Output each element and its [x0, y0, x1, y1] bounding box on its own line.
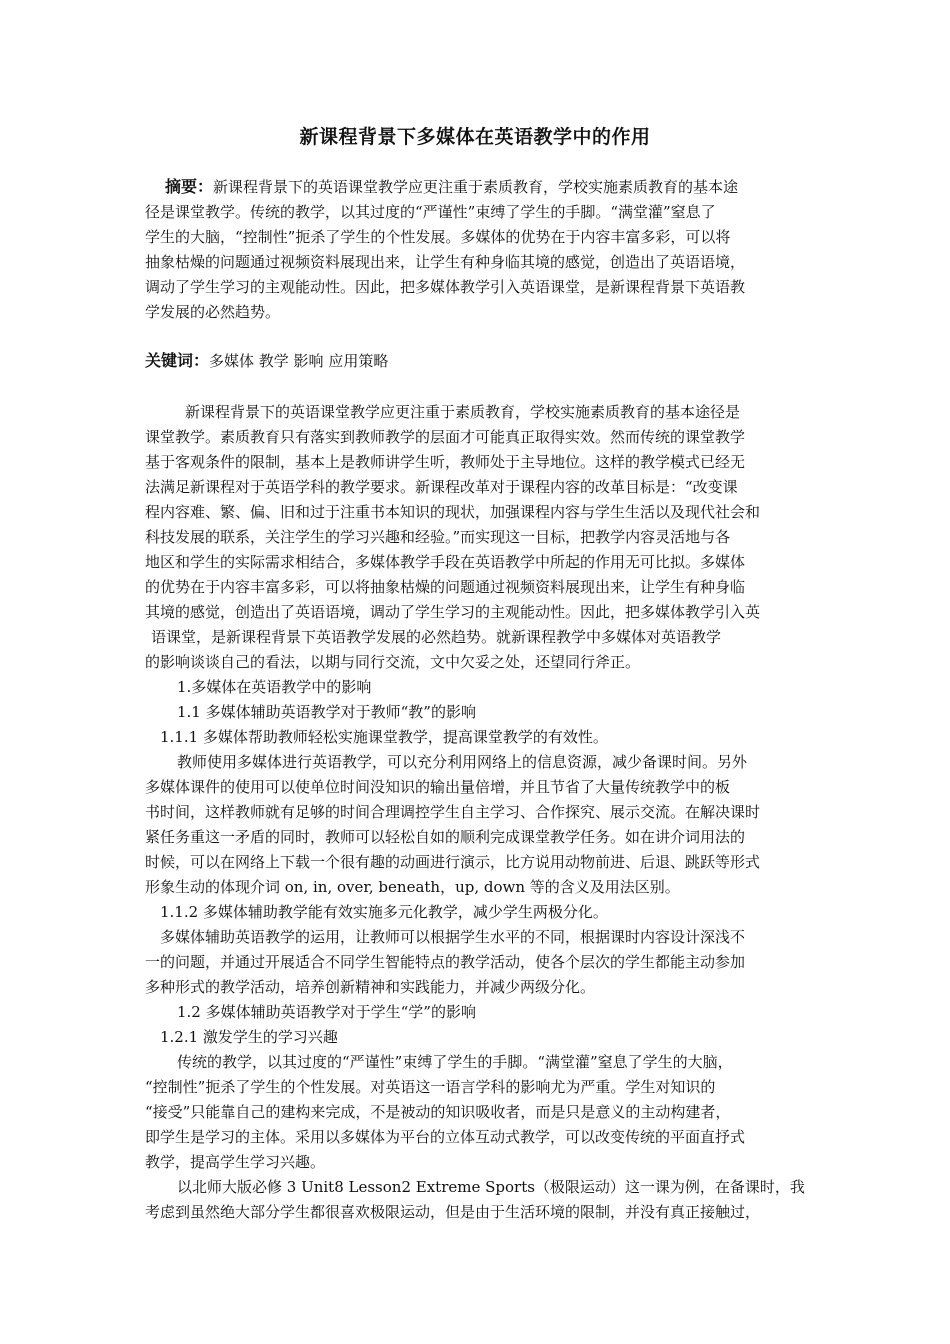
section-heading: 1.多媒体在英语教学中的影响	[177, 678, 372, 696]
body-line: 课堂教学。素质教育只有落实到教师教学的层面才可能真正取得实效。然而传统的课堂教学	[145, 428, 746, 446]
keywords-text: 多媒体 教学 影响 应用策略	[209, 352, 389, 370]
abstract-line: 学发展的必然趋势。	[145, 303, 281, 321]
body-line: 基于客观条件的限制，基本上是教师讲学生听，教师处于主导地位。这样的教学模式已经无	[145, 453, 746, 471]
body-line: 紧任务重这一矛盾的同时，教师可以轻松自如的顺利完成课堂教学任务。如在讲介词用法的	[145, 828, 746, 846]
section-heading: 1.1.1 多媒体帮助教师轻松实施课堂教学，提高课堂教学的有效性。	[160, 728, 608, 746]
abstract-line: 抽象枯燥的问题通过视频资料展现出来，让学生有种身临其境的感觉，创造出了英语语境，	[145, 253, 746, 271]
section-heading: 1.2.1 激发学生的学习兴趣	[160, 1028, 338, 1046]
section-heading: 1.1 多媒体辅助英语教学对于教师“教”的影响	[177, 703, 476, 721]
body-line: 以北师大版必修 3 Unit8 Lesson2 Extreme Sports（极限运动）这一课为例，在备课时，我	[177, 1178, 805, 1196]
abstract-line: 学生的大脑，“控制性”扼杀了学生的个性发展。多媒体的优势在于内容丰富多彩，可以将	[145, 228, 731, 246]
body-line: 新课程背景下的英语课堂教学应更注重于素质教育，学校实施素质教育的基本途径是	[185, 403, 741, 421]
abstract-line: 径是课堂教学。传统的教学，以其过度的“严谨性”束缚了学生的手脚。“满堂灌”窒息了	[145, 203, 716, 221]
body-line: “接受”只能靠自己的建构来完成，不是被动的知识吸收者，而是只是意义的主动构建者，	[145, 1103, 731, 1121]
keywords-line	[145, 351, 388, 371]
body-line: 多媒体辅助英语教学的运用，让教师可以根据学生水平的不同，根据课时内容设计深浅不	[160, 928, 746, 946]
body-line: 多种形式的教学活动，培养创新精神和实践能力，并减少两级分化。	[145, 978, 596, 996]
body-line: 科技发展的联系，关注学生的学习兴趣和经验。”而实现这一目标，把教学内容灵活地与各	[145, 528, 731, 546]
body-line: 形象生动的体现介词 on, in, over, beneath，up, down 等的含义及用法区别。	[145, 878, 680, 896]
keywords-label: 关键词：	[145, 351, 210, 370]
body-line: 程内容难、繁、偏、旧和过于注重书本知识的现状，加强课程内容与学生生活以及现代社会和	[145, 503, 761, 521]
body-line: 其境的感觉，创造出了英语语境，调动了学生学习的主观能动性。因此，把多媒体教学引入英	[145, 603, 761, 621]
body-line: 一的问题，并通过开展适合不同学生智能特点的教学活动，使各个层次的学生都能主动参加	[145, 953, 746, 971]
document-title: 新课程背景下多媒体在英语教学中的作用	[299, 126, 651, 148]
body-line: 即学生是学习的主体。采用以多媒体为平台的立体互动式教学，可以改变传统的平面直抒式	[145, 1128, 746, 1146]
body-line: 传统的教学，以其过度的“严谨性”束缚了学生的手脚。“满堂灌”窒息了学生的大脑，	[177, 1053, 733, 1071]
body-line: 的优势在于内容丰富多彩，可以将抽象枯燥的问题通过视频资料展现出来，让学生有种身临	[145, 578, 746, 596]
body-line: 考虑到虽然绝大部分学生都很喜欢极限运动，但是由于生活环境的限制，并没有真正接触过，	[145, 1203, 761, 1221]
body-line: 书时间，这样教师就有足够的时间合理调控学生自主学习、合作探究、展示交流。在解决课时	[145, 803, 761, 821]
body-line: 语课堂，是新课程背景下英语教学发展的必然趋势。就新课程教学中多媒体对英语教学	[151, 628, 722, 646]
body-line: 教师使用多媒体进行英语教学，可以充分利用网络上的信息资源，减少备课时间。另外	[177, 753, 748, 771]
body-line: 法满足新课程对于英语学科的教学要求。新课程改革对于课程内容的改革目标是：“改变课	[145, 478, 738, 496]
body-line: 多媒体课件的使用可以使单位时间没知识的输出量倍增，并且节省了大量传统教学中的板	[145, 778, 731, 796]
body-line: “控制性”扼杀了学生的个性发展。对英语这一语言学科的影响尤为严重。学生对知识的	[145, 1078, 716, 1096]
section-heading: 1.2 多媒体辅助英语教学对于学生“学”的影响	[177, 1003, 476, 1021]
abstract-line: 调动了学生学习的主观能动性。因此，把多媒体教学引入英语课堂，是新课程背景下英语教	[145, 278, 746, 296]
abstract-line: 摘要：新课程背景下的英语课堂教学应更注重于素质教育，学校实施素质教育的基本途	[165, 177, 739, 196]
abstract-label: 摘要：	[165, 177, 214, 196]
body-line: 的影响谈谈自己的看法，以期与同行交流，文中欠妥之处，还望同行斧正。	[145, 653, 641, 671]
body-line: 时候，可以在网络上下载一个很有趣的动画进行演示，比方说用动物前进、后退、跳跃等形式	[145, 853, 761, 871]
body-line: 教学，提高学生学习兴趣。	[145, 1153, 326, 1171]
section-heading: 1.1.2 多媒体辅助教学能有效实施多元化教学，减少学生两极分化。	[160, 903, 608, 921]
body-line: 地区和学生的实际需求相结合，多媒体教学手段在英语教学中所起的作用无可比拟。多媒体	[145, 553, 746, 571]
